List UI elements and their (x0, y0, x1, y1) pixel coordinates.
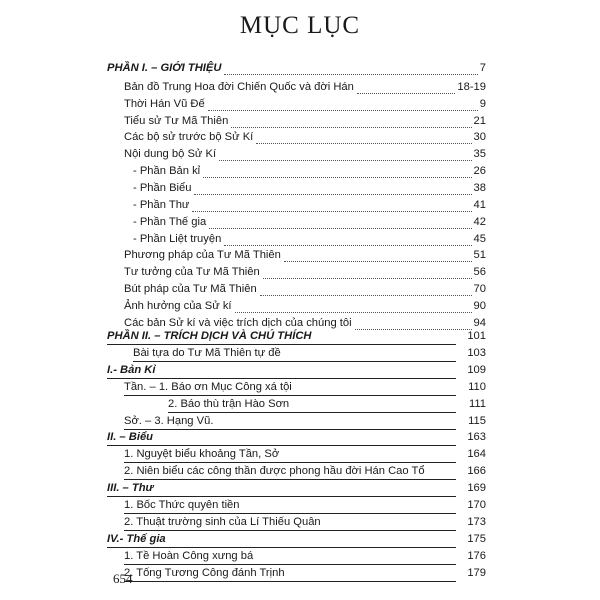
toc-entry-title: I.- Bản Kỉ (107, 364, 156, 376)
divider (124, 581, 456, 582)
toc-entry-title: - Phần Thư (133, 199, 190, 211)
toc-entry (0, 396, 600, 412)
toc-section-heading (0, 429, 600, 445)
toc-entry (0, 548, 600, 564)
dot-leader (284, 249, 472, 262)
toc-entry (0, 413, 600, 429)
toc-entry-title: Nội dung bộ Sử Kí (124, 148, 217, 160)
toc-entry-title: 2. Niên biểu các công thần được phong hầu đời Hán Cao Tổ (124, 465, 425, 477)
toc-entry-title: - Phần Biểu (133, 182, 192, 194)
toc-entry-page: 51 (473, 249, 486, 261)
toc-entry (0, 231, 600, 247)
toc-entry-page: 173 (467, 516, 486, 528)
toc-entry-page: 179 (467, 567, 486, 579)
toc-entry-page: 115 (468, 415, 486, 427)
toc-entry-title: III. – Thư (107, 482, 154, 494)
toc-entry-page: 111 (468, 398, 486, 410)
dot-leader (203, 165, 471, 178)
dot-leader (208, 98, 478, 111)
toc-entry-title: - Phần Thế gia (133, 216, 207, 228)
toc-entry-title: Các bản Sử kí và việc trích dịch của chúng tôi (124, 317, 352, 329)
toc-entry-page: 42 (473, 216, 486, 228)
toc-entry (0, 129, 600, 145)
toc-entry-title: Bài tựa do Tư Mã Thiên tự đề (133, 347, 281, 359)
toc-entry-page: 30 (473, 131, 486, 143)
toc-entry-title: - Phần Bản kỉ (133, 165, 201, 177)
toc-entry-title: Tiểu sử Tư Mã Thiên (124, 115, 229, 127)
toc-entry-page: 45 (473, 233, 486, 245)
toc-entry (0, 514, 600, 530)
toc-entry-page: 169 (467, 482, 486, 494)
toc-entry-title: 1. Tề Hoàn Công xưng bá (124, 550, 254, 562)
toc-entry-page: 9 (479, 98, 486, 110)
toc-entry-page: 101 (467, 330, 486, 342)
toc-entry-title: PHẦN II. – TRÍCH DỊCH VÀ CHÚ THÍCH (107, 330, 312, 342)
toc-entry-title: Bản đồ Trung Hoa đời Chiến Quốc và đời Hán (124, 81, 354, 93)
toc-entry-page: 41 (473, 199, 486, 211)
toc-entry-page: 163 (467, 431, 486, 443)
toc-entry-page: 103 (467, 347, 486, 359)
toc-entry-title: - Phần Liệt truyện (133, 233, 222, 245)
toc-entry-title: 2. Báo thù trận Hào Sơn (168, 398, 290, 410)
dot-leader (219, 148, 471, 161)
toc-entry-title: Bút pháp của Tư Mã Thiên (124, 283, 257, 295)
toc-entry-page: 18-19 (457, 81, 486, 93)
toc-entry (0, 298, 600, 314)
toc-section-heading (0, 531, 600, 547)
dot-leader (209, 216, 471, 229)
toc-entry-title: Phương pháp của Tư Mã Thiên (124, 249, 281, 261)
page-title: MỤC LỤC (239, 12, 361, 39)
toc-entry-page: 175 (467, 533, 486, 545)
toc-entry-page: 35 (473, 148, 486, 160)
dot-leader (263, 266, 472, 279)
toc-entry-title: 1. Bốc Thức quyên tiền (124, 499, 240, 511)
toc-entry (0, 247, 600, 263)
toc-entry-page: 164 (467, 448, 486, 460)
toc-entry-page: 94 (473, 317, 486, 329)
dot-leader (224, 233, 471, 246)
dot-leader (256, 131, 471, 144)
toc-entry-title: Các bộ sử trước bộ Sử Kí (124, 131, 254, 143)
toc-entry (0, 345, 600, 361)
toc-entry (0, 146, 600, 162)
toc-entry-title: IV.- Thế gia (107, 533, 166, 545)
toc-entry (0, 379, 600, 395)
dot-leader (235, 300, 472, 313)
toc-entry (0, 281, 600, 297)
toc-entry-title: Tư tưởng của Tư Mã Thiên (124, 266, 260, 278)
toc-entry-page: 110 (468, 381, 486, 393)
toc-entry (0, 446, 600, 462)
toc-entry-title: Ảnh hưởng của Sử kí (124, 300, 232, 312)
toc-entry (0, 197, 600, 213)
dot-leader (194, 182, 471, 195)
toc-entry-page: 70 (473, 283, 486, 295)
toc-entry (0, 96, 600, 112)
toc-entry-title: 2. Tống Tương Công đánh Trịnh (124, 567, 285, 579)
toc-entry-page: 170 (467, 499, 486, 511)
toc-section-heading (0, 480, 600, 496)
toc-entry-title: PHẦN I. – GIỚI THIỆU (107, 62, 222, 74)
toc-entry-page: 90 (473, 300, 486, 312)
toc-entry (0, 79, 600, 95)
dot-leader (357, 81, 456, 94)
toc-entry (0, 565, 600, 581)
toc-entry (0, 163, 600, 179)
dot-leader (231, 115, 471, 128)
toc-entry-page: 166 (467, 465, 486, 477)
toc-entry (0, 497, 600, 513)
toc-section-heading (0, 328, 600, 344)
toc-entry-page: 38 (473, 182, 486, 194)
toc-entry-page: 21 (473, 115, 486, 127)
toc-entry-title: Sở. – 3. Hạng Vũ. (124, 415, 214, 427)
toc-entry (0, 113, 600, 129)
toc-entry-page: 109 (467, 364, 486, 376)
toc-entry-title: 2. Thuật trường sinh của Lí Thiếu Quân (124, 516, 321, 528)
toc-entry-page: 56 (473, 266, 486, 278)
dot-leader (192, 199, 471, 212)
dot-leader (224, 62, 477, 75)
toc-section-heading (0, 362, 600, 378)
toc-entry-title: Thời Hán Vũ Đế (124, 98, 205, 110)
toc-entry-title: 1. Nguyệt biểu khoảng Tần, Sở (124, 448, 280, 460)
page-number: 654 (113, 571, 133, 586)
toc-entry (0, 463, 600, 479)
toc-entry (0, 214, 600, 230)
toc-entry-title: Tần. – 1. Báo ơn Mục Công xá tội (124, 381, 292, 393)
toc-entry-page: 176 (467, 550, 486, 562)
toc-entry-title: II. – Biểu (107, 431, 154, 443)
toc-entry (0, 264, 600, 280)
toc-entry (0, 180, 600, 196)
toc-entry-page: 26 (473, 165, 486, 177)
toc-section-heading (0, 60, 600, 76)
dot-leader (260, 283, 472, 296)
toc-entry-page: 7 (479, 62, 486, 74)
